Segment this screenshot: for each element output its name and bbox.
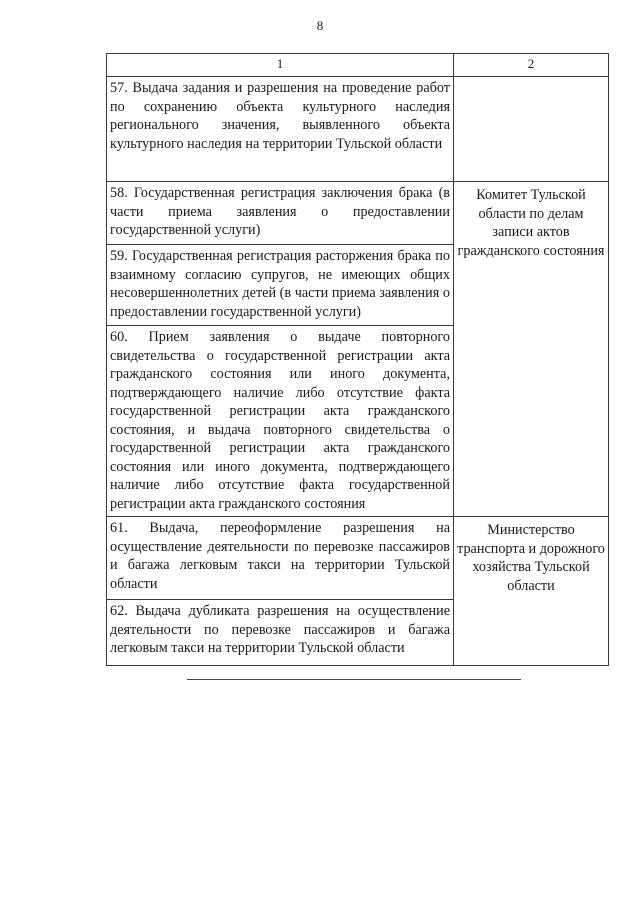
table-row (107, 182, 609, 245)
closing-divider (187, 679, 521, 680)
page-number: 8 (316, 18, 324, 33)
table-header-row (107, 54, 609, 77)
service-cell-59: 59. Государственная регистрация расторжения брака по взаимному согласию супругов, не имеющих общих несовершеннолетних детей (в части приема заявления о предоставлении государственной услуги) (107, 245, 454, 326)
agency-cell-transport: Министерство транспорта и дорожного хозяйства Тульской области (454, 517, 609, 666)
services-table (106, 53, 609, 666)
service-cell-60: 60. Прием заявления о выдаче повторного свидетельства о государственной регистрации акта гражданского состояния или иного документа, подтверждающего наличие либо отсутствие факта государственной регистрации акта гражданского состояния, и выдача повторного свидетельства о государственной регистрации акта гражданского состояния или иного документа, подтверждающего наличие либо отсутствие факта государственной регистрации акта гражданского состояния (107, 326, 454, 517)
column-header-1: 1 (107, 54, 454, 77)
service-cell-62: 62. Выдача дубликата разрешения на осуществление деятельности по перевозке пассажиров и багажа легковым такси на территории Тульской области (107, 600, 454, 666)
table-row (107, 77, 609, 182)
service-cell-58: 58. Государственная регистрация заключения брака (в части приема заявления о предоставлении государственной услуги) (107, 182, 454, 245)
column-header-2: 2 (454, 54, 609, 77)
service-cell-61: 61. Выдача, переоформление разрешения на осуществление деятельности по перевозке пассажиров и багажа легковым такси на территории Тульской области (107, 517, 454, 600)
agency-cell-zags: Комитет Тульской области по делам записи актов гражданского состояния (454, 182, 609, 517)
service-cell-57: 57. Выдача задания и разрешения на проведение работ по сохранению объекта культурного наследия регионального значения, выявленного объекта культурного наследия на территории Тульской области (107, 77, 454, 182)
table-row (107, 517, 609, 600)
agency-cell-empty (454, 77, 609, 182)
